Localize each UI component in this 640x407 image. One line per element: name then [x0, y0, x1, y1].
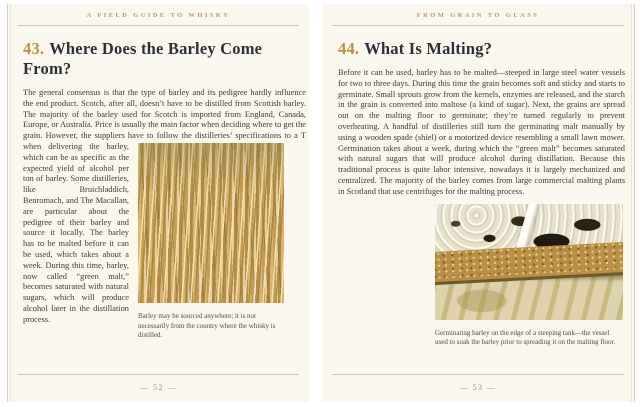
page-number-right: — 53 — [332, 374, 624, 392]
right-page-content [322, 39, 634, 348]
page-number-left: — 52 — [18, 374, 299, 392]
steeping-tank-figure [435, 204, 623, 348]
left-body [23, 88, 306, 339]
running-head-right: FROM GRAIN TO GLASS [332, 4, 624, 26]
right-page [322, 4, 635, 402]
steeping-tank-caption: Germinating barley on the edge of a steeping tank—the vessel used to soak the barley prior to spreading it on the malting floor. [435, 328, 616, 347]
left-page-content [8, 39, 309, 339]
barley-field-caption: Barley may be sourced anywhere; it is not necessarily from the country where the whisky is distilled. [138, 312, 276, 339]
barley-field-photo [138, 143, 284, 303]
section-title-text: Where Does the Barley Come From? [23, 39, 263, 78]
section-title-43 [23, 39, 306, 79]
section-title-text: What Is Malting? [364, 39, 493, 58]
section-number: 43. [23, 39, 45, 58]
section-title-44 [338, 39, 625, 59]
running-head-left: A FIELD GUIDE TO WHISKY [18, 4, 299, 26]
section-number: 44. [338, 39, 360, 58]
left-body-paragraph: The general consensus is that the type of barley and its pedigree hardly influence the end product. Scotch, after all, doesn’t have to be distilled from Scottish barley. The majority of the barley used for Scotch is imported from England, Canada, Europe, or Australia. Price is usually the main factor when deciding where to get the grain. However, the suppliers have to follow the distilleries’ specifications to a T when delivering the barley, which can be as specific as the expected yield of alcohol per ton of barley. Some distilleries, like Bruichladdich, Benromach, and The Macallan, are particular about the pedigree of their barley and source it locally. The barley has to be malted before it can be used, which takes about a week. During this time, barley, now called “green malt,” becomes saturated with natural sugars, which will produce alcohol later in the distillation process. [23, 88, 306, 324]
right-body-paragraph: Before it can be used, barley has to be malted—steeped in large steel water vessels for two to three days. During this time the grain becomes soft and sticky and starts to germinate. Small sprouts grow from the kernels, enzymes are released, and the starch in the grain is converted into maltose (a kind of sugar). Next, the grains are spread out on the malting floor to germinate; they’re turned regularly to prevent overheating. A handful of distilleries still turn the germinating malt manually by using a wooden spade (shiel) or a motorized device resembling a small lawn mower. Germination takes about a week, during which the “green malt” becomes saturated with natural sugars that will produce alcohol during distillation. Because this traditional process is quite labor intensive, nowadays it is largely mechanized and centralized. The majority of the barley comes from large commercial malting plants in Scotland that use centrifuges for the malting process. [338, 68, 625, 196]
left-page [7, 4, 309, 402]
steeping-tank-photo [435, 204, 623, 320]
right-body [338, 68, 625, 198]
